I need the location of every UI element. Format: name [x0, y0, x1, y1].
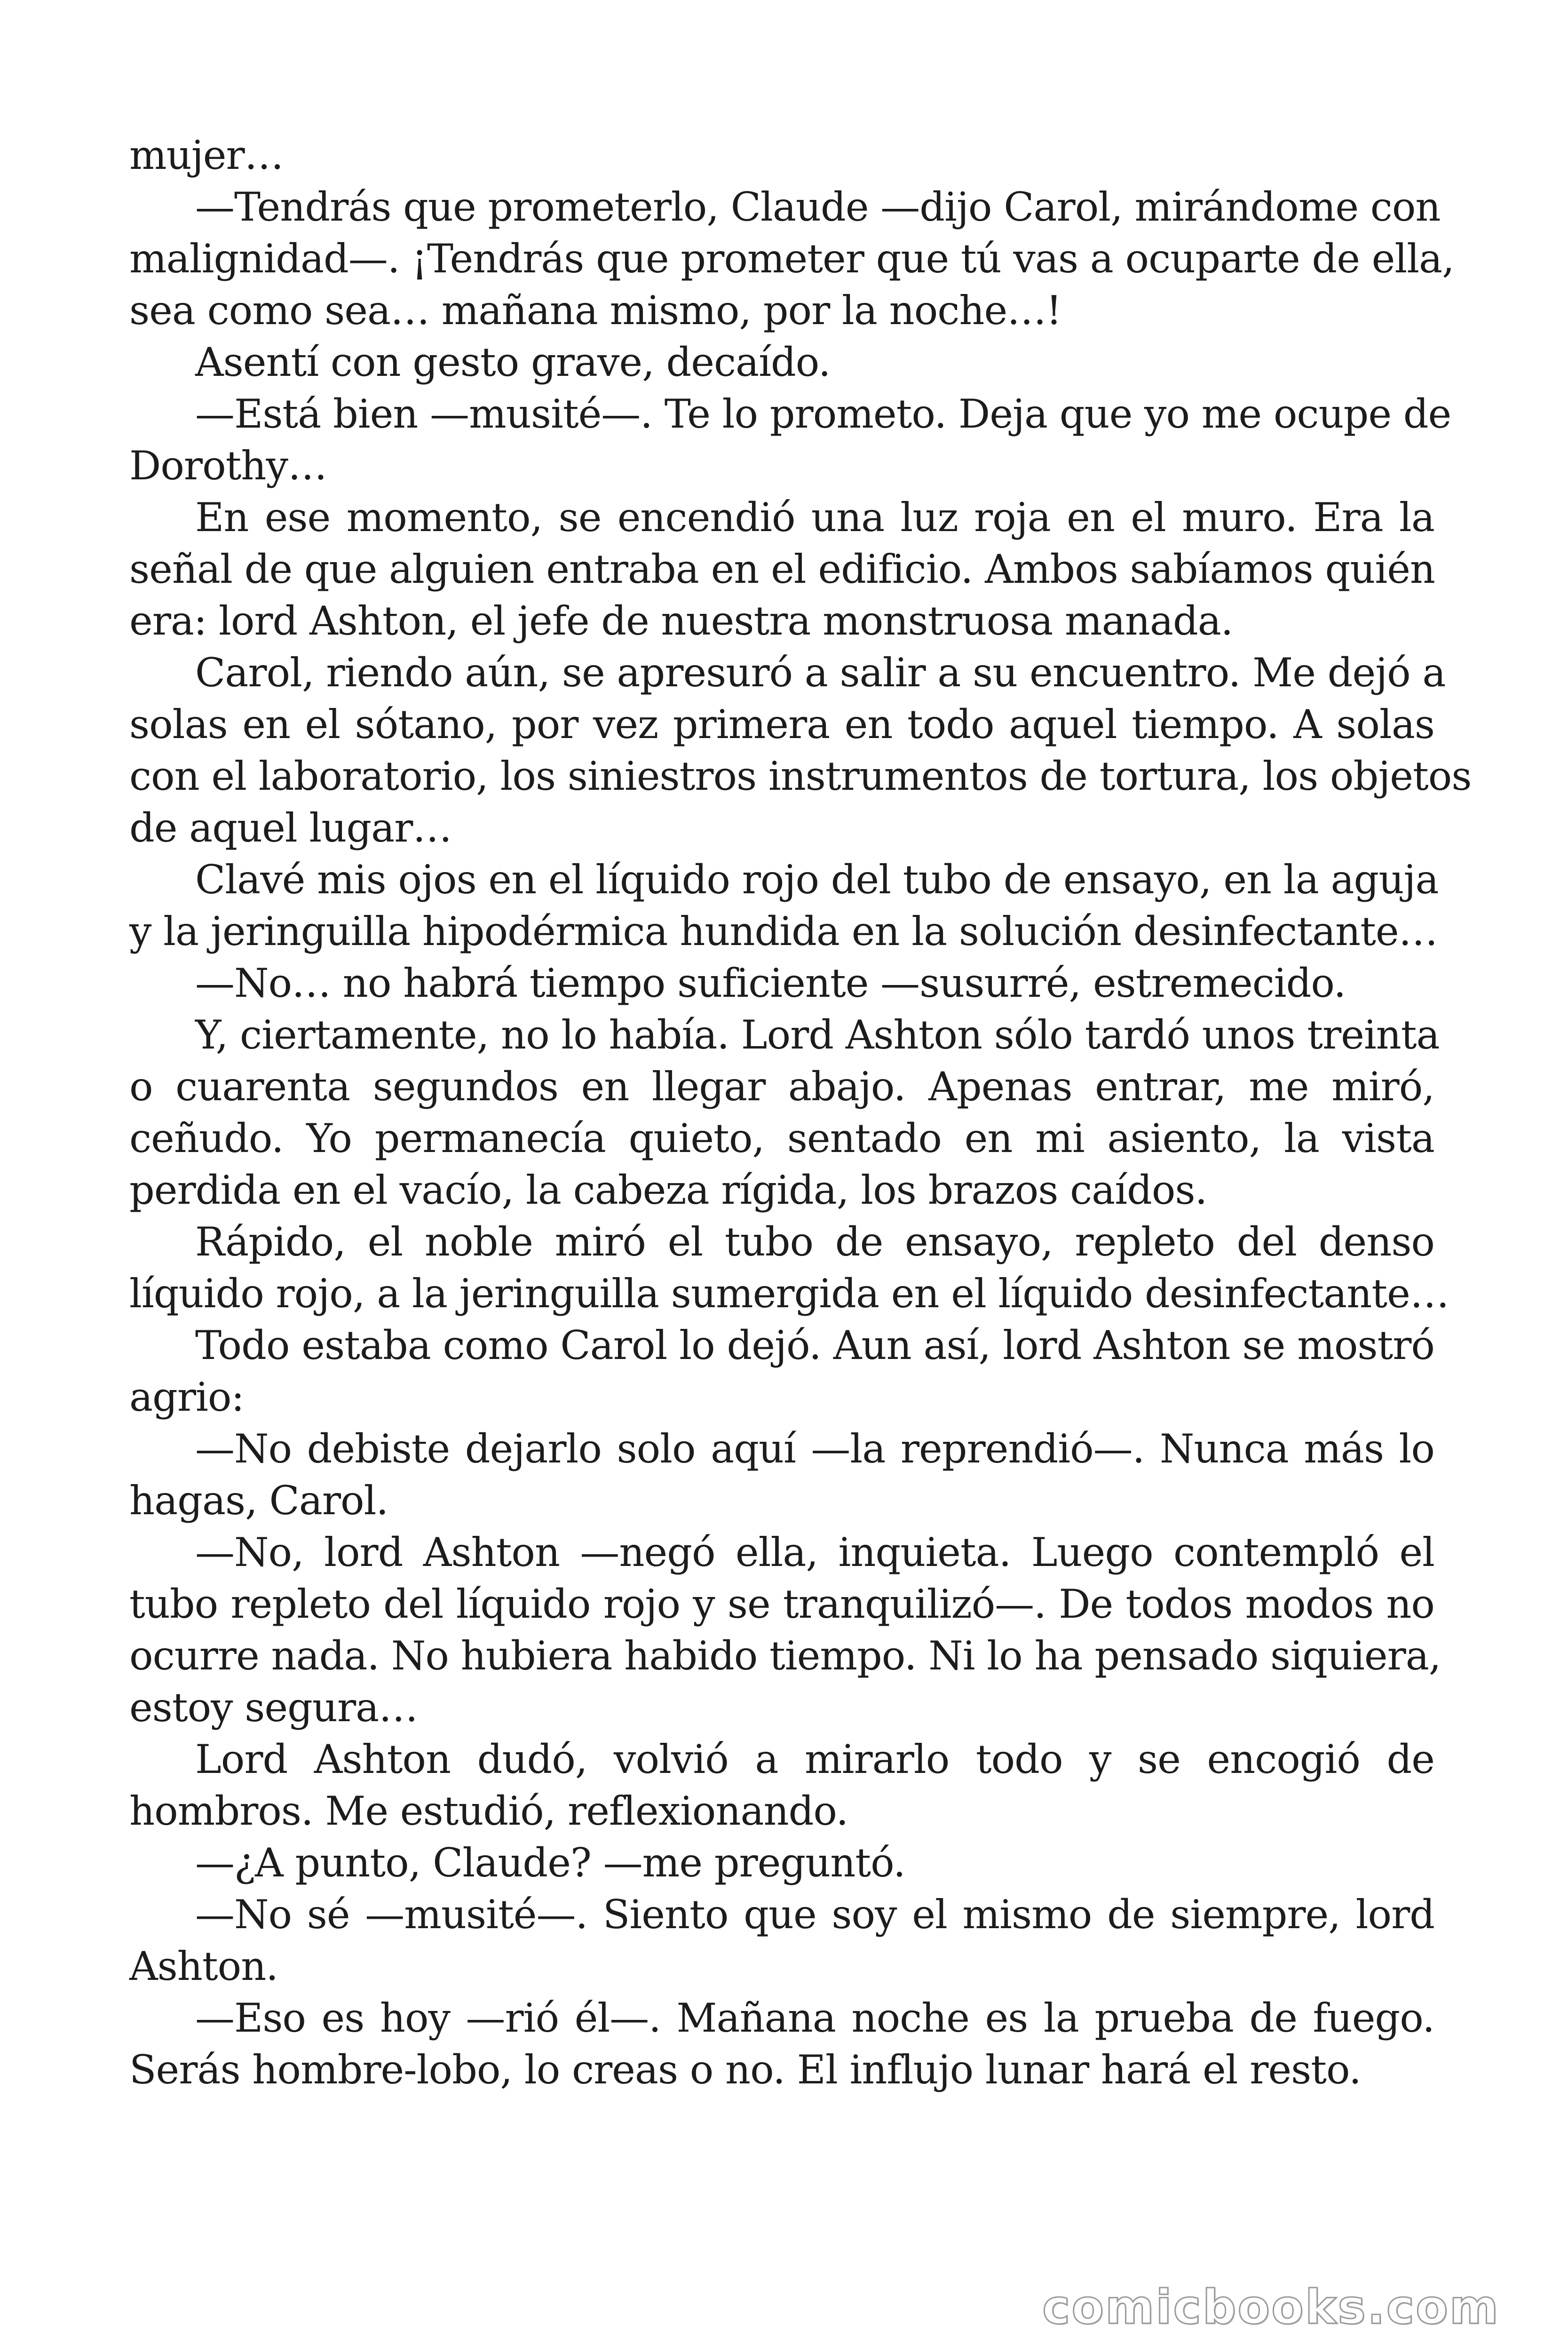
text-line: era: lord Ashton, el jefe de nuestra monstruosa manada. — [129, 598, 1233, 644]
text-line: Serás hombre-lobo, lo creas o no. El influjo lunar hará el resto. — [129, 2047, 1361, 2093]
text-line: Lord Ashton dudó, volvió a mirarlo todo y se encogió de — [195, 1736, 1434, 1782]
text-line: señal de que alguien entraba en el edificio. Ambos sabíamos quién — [129, 546, 1435, 592]
text-line: —No debiste dejarlo solo aquí —la reprendió—. Nunca más lo — [195, 1426, 1434, 1472]
text-line: ocurre nada. No hubiera habido tiempo. Ni lo ha pensado siquiera, — [129, 1633, 1441, 1679]
text-line: —Tendrás que prometerlo, Claude —dijo Carol, mirándome con — [195, 184, 1441, 230]
text-line: —¿A punto, Claude? —me preguntó. — [195, 1840, 905, 1886]
text-line: agrio: — [129, 1374, 244, 1420]
text-line: hombros. Me estudió, reflexionando. — [129, 1788, 848, 1834]
text-line: hagas, Carol. — [129, 1478, 388, 1524]
text-line: Ashton. — [129, 1943, 278, 1989]
text-line: Y, ciertamente, no lo había. Lord Ashton sólo tardó unos treinta — [195, 1012, 1440, 1058]
text-line: estoy segura… — [129, 1685, 418, 1731]
text-line: con el laboratorio, los siniestros instrumentos de tortura, los objetos — [129, 753, 1472, 799]
text-line: sea como sea… mañana mismo, por la noche…! — [129, 287, 1061, 334]
text-line: perdida en el vacío, la cabeza rígida, los brazos caídos. — [129, 1167, 1207, 1213]
text-line: —No… no habrá tiempo suficiente —susurré, estremecido. — [195, 960, 1346, 1006]
text-line: mujer… — [129, 132, 284, 178]
text-line: o cuarenta segundos en llegar abajo. Apenas entrar, me miró, — [129, 1064, 1434, 1110]
text-line: Todo estaba como Carol lo dejó. Aun así, lord Ashton se mostró — [195, 1322, 1434, 1368]
text-line: Rápido, el noble miró el tubo de ensayo, repleto del denso — [195, 1219, 1434, 1265]
text-line: —No sé —musité—. Siento que soy el mismo de siempre, lord — [195, 1891, 1434, 1938]
text-line: solas en el sótano, por vez primera en todo aquel tiempo. A solas — [129, 701, 1434, 747]
text-line: ceñudo. Yo permanecía quieto, sentado en mi asiento, la vista — [129, 1115, 1434, 1161]
text-line: Clavé mis ojos en el líquido rojo del tubo de ensayo, en la aguja — [195, 857, 1439, 903]
text-line: —No, lord Ashton —negó ella, inquieta. Luego contempló el — [195, 1529, 1434, 1575]
text-line: En ese momento, se encendió una luz roja en el muro. Era la — [195, 494, 1434, 540]
text-line: Carol, riendo aún, se apresuró a salir a su encuentro. Me dejó a — [195, 650, 1446, 696]
text-line: —Está bien —musité—. Te lo prometo. Deja que yo me ocupe de — [195, 391, 1451, 437]
text-line: malignidad—. ¡Tendrás que prometer que tú vas a ocuparte de ella, — [129, 236, 1454, 282]
text-line: Asentí con gesto grave, decaído. — [195, 339, 831, 385]
text-line: líquido rojo, a la jeringuilla sumergida en el líquido desinfectante… — [129, 1271, 1449, 1317]
text-line: —Eso es hoy —rió él—. Mañana noche es la prueba de fuego. — [195, 1995, 1434, 2041]
site-watermark: comicbooks.com — [1042, 2280, 1500, 2335]
text-line: de aquel lugar… — [129, 805, 452, 851]
text-line: y la jeringuilla hipodérmica hundida en la solución desinfectante… — [129, 908, 1438, 954]
text-line: Dorothy… — [129, 443, 327, 489]
text-line: tubo repleto del líquido rojo y se tranquilizó—. De todos modos no — [129, 1581, 1434, 1627]
